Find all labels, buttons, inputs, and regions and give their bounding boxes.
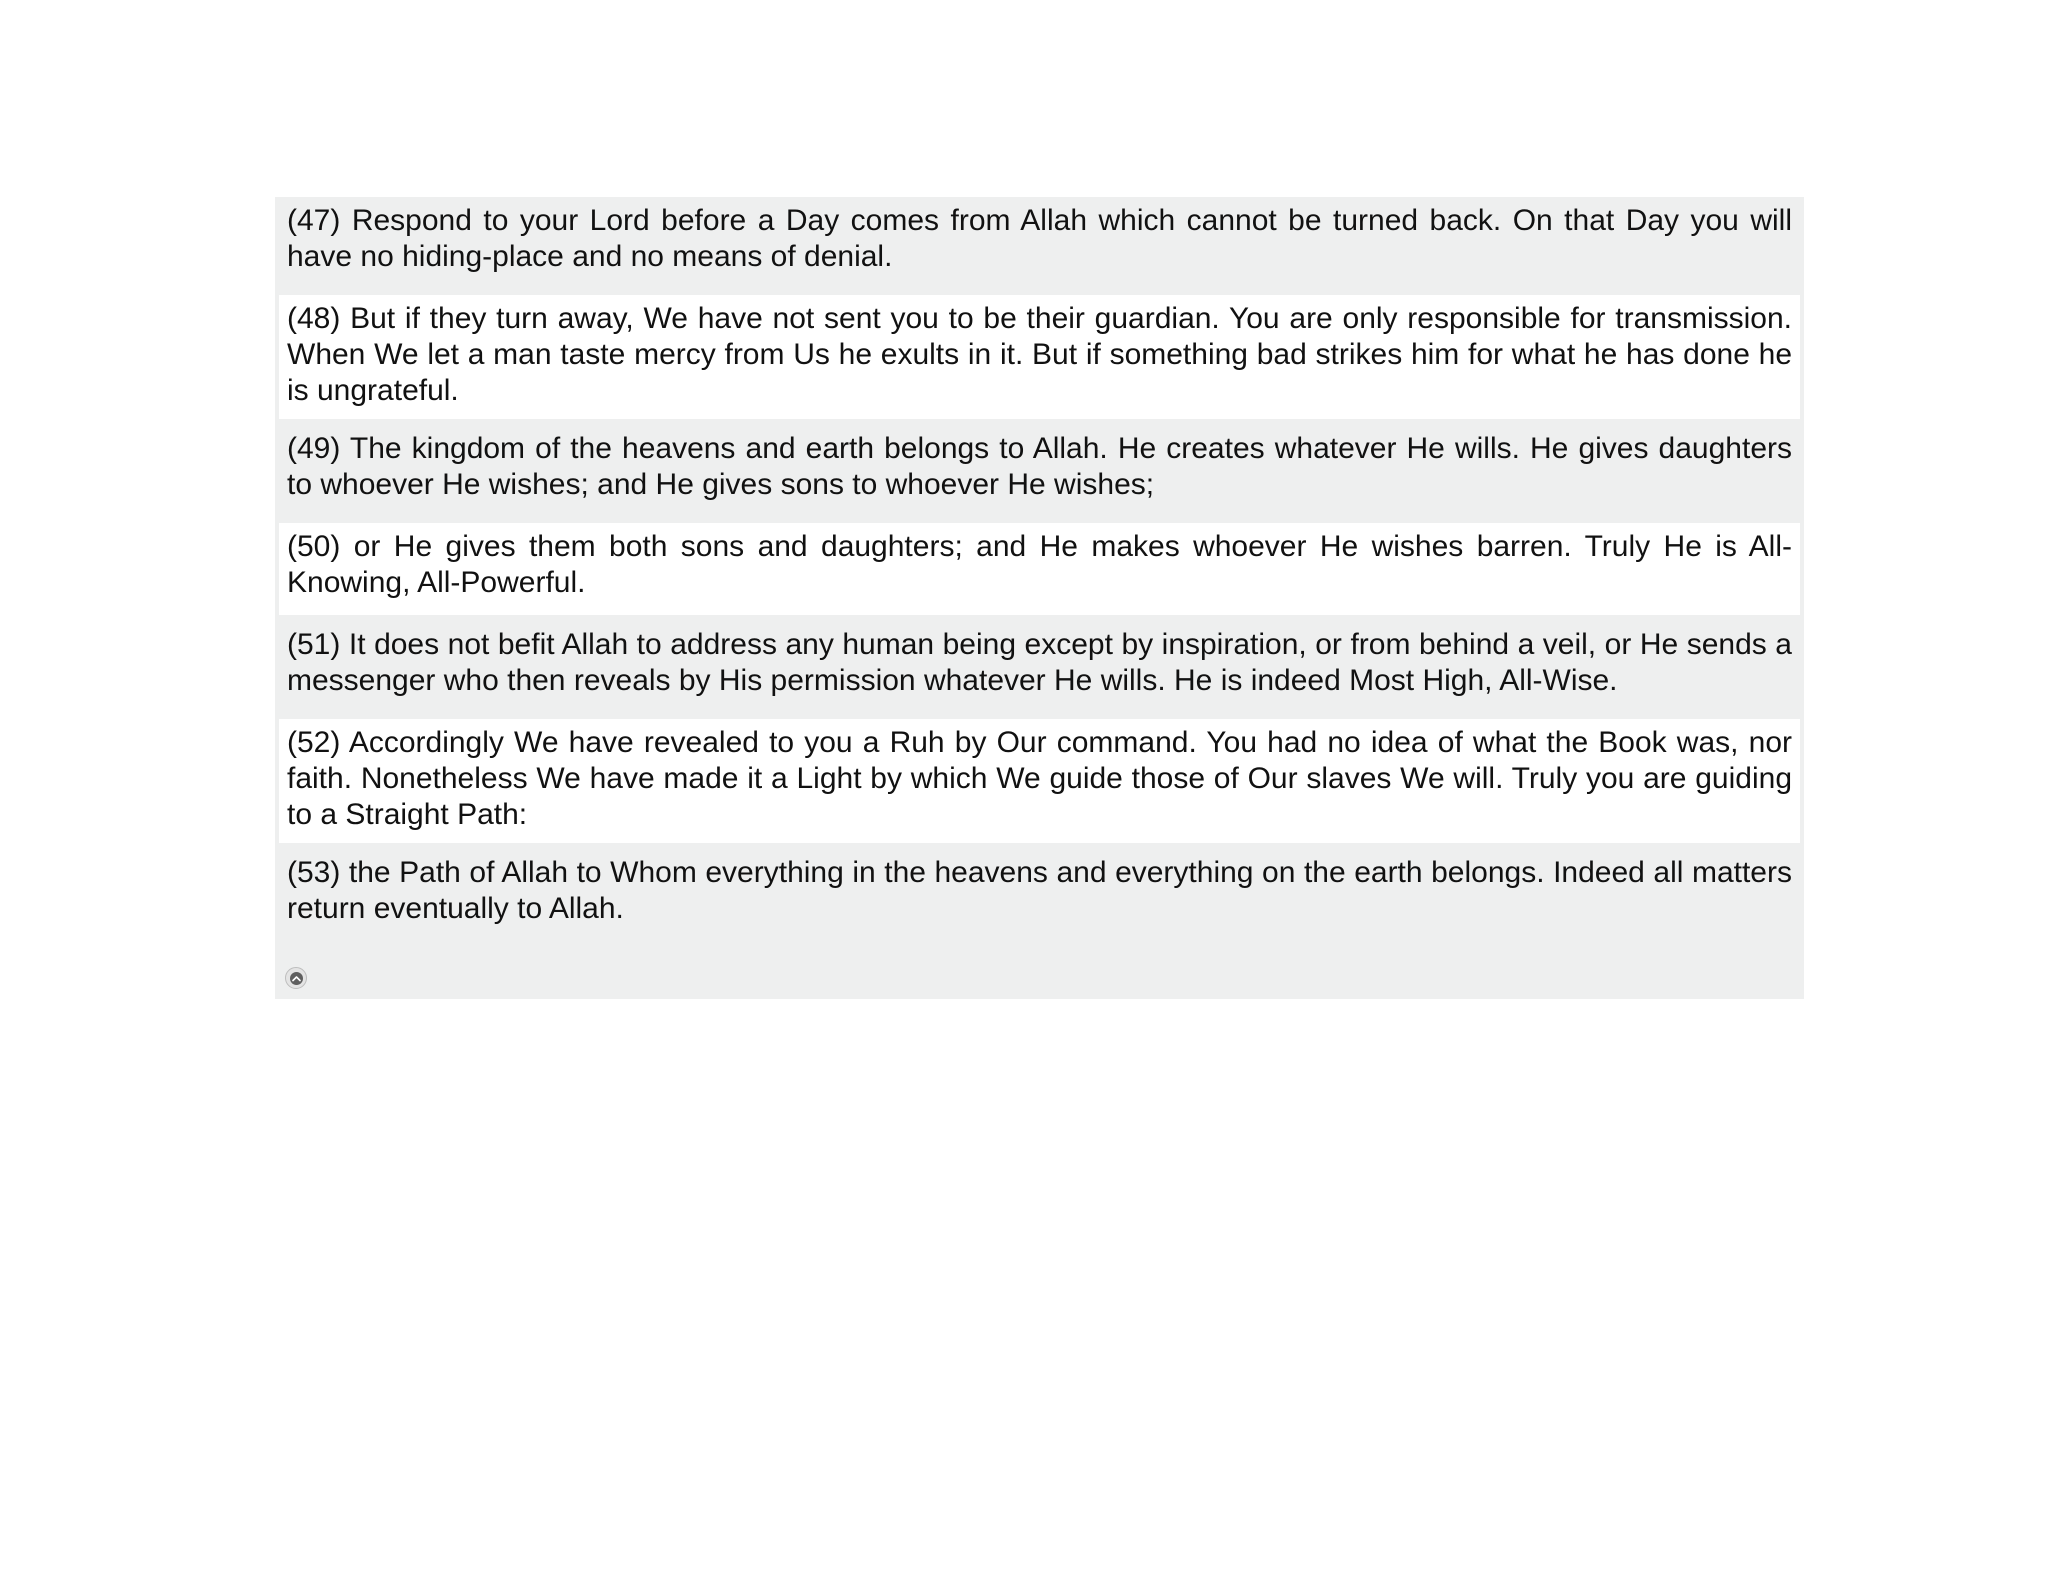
verse-48-text: (48) But if they turn away, We have not sent you to be their guardian. You are only responsible for transmission. When We let a man taste mercy from Us he exults in it. But if something bad strikes him for what he has done he is ungrateful. [287,302,1792,407]
verse-50 [279,523,1800,615]
verse-51-text: (51) It does not befit Allah to address any human being except by inspiration, or from behind a veil, or He sends a messenger who then reveals by His permission whatever He wills. He is indeed Most High, All-Wise. [287,628,1792,697]
verse-50-text: (50) or He gives them both sons and daughters; and He makes whoever He wishes barren. Truly He is All-Knowing, All-Powerful. [287,530,1792,599]
verse-47 [279,197,1800,289]
verse-52 [279,719,1800,843]
verses-panel [275,197,1804,999]
verse-49-text: (49) The kingdom of the heavens and earth belongs to Allah. He creates whatever He wills. He gives daughters to whoever He wishes; and He gives sons to whoever He wishes; [287,432,1792,501]
verse-49 [279,425,1800,517]
chevron-up-icon [290,972,303,985]
verse-53-text: (53) the Path of Allah to Whom everything in the heavens and everything on the earth belongs. Indeed all matters return eventually to Allah. [287,856,1792,925]
verse-51 [279,621,1800,713]
verse-48 [279,295,1800,419]
verse-47-text: (47) Respond to your Lord before a Day comes from Allah which cannot be turned back. On that Day you will have no hiding-place and no means of denial. [287,204,1792,273]
verse-53 [279,849,1800,941]
verse-52-text: (52) Accordingly We have revealed to you a Ruh by Our command. You had no idea of what the Book was, nor faith. Nonetheless We have made it a Light by which We guide those of Our slaves We will. Truly you are guiding to a Straight Path: [287,726,1792,831]
back-to-top-button[interactable] [285,967,307,989]
